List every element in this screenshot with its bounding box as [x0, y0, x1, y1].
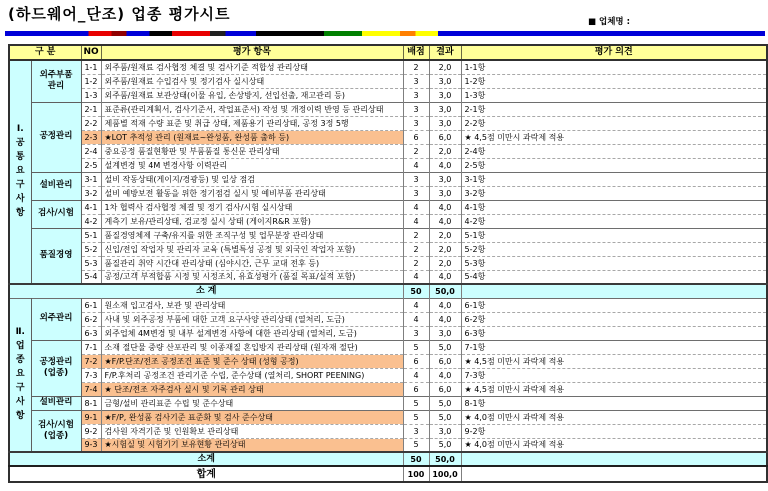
table-row-highlighted — [9, 438, 767, 452]
row-points-cell: 6 — [403, 382, 429, 396]
row-opinion-cell: 5-4항 — [461, 270, 767, 284]
row-points-cell: 4 — [403, 312, 429, 326]
row-result-cell: 2,0 — [429, 256, 461, 270]
table-row — [9, 228, 767, 242]
table-row — [9, 368, 767, 382]
row-opinion-cell: ★ 4,5점 미만시 과락제 적용 — [461, 382, 767, 396]
row-result-cell: 2,0 — [429, 144, 461, 158]
row-item-cell: 원소재 입고검사, 보관 및 관리상태 — [101, 298, 403, 312]
row-result-cell: 5,0 — [429, 410, 461, 424]
row-opinion-cell: ★ 4,5점 미만시 과락제 적용 — [461, 130, 767, 144]
row-result-cell: 5,0 — [429, 438, 461, 452]
row-result-cell: 5,0 — [429, 396, 461, 410]
row-item-cell: ★F/P.단조/전조 공정조건 표준 및 준수 상태 (성형 공정) — [101, 354, 403, 368]
total-opinion-cell — [461, 466, 767, 482]
group-label: 외주부품 관리 — [31, 60, 81, 102]
row-item-cell: 신입/전입 작업자 및 관리자 교육 (특별특성 공정 및 외국인 작업자 포함) — [101, 242, 403, 256]
row-points-cell: 3 — [403, 424, 429, 438]
subtotal-opinion-cell — [461, 284, 767, 298]
subtotal-opinion-cell — [461, 452, 767, 466]
row-result-cell: 4,0 — [429, 200, 461, 214]
table-row — [9, 200, 767, 214]
row-no-cell: 5-2 — [81, 242, 101, 256]
row-result-cell: 4,0 — [429, 298, 461, 312]
group-label: 검사/시험 — [31, 200, 81, 228]
row-opinion-cell: 9-2항 — [461, 424, 767, 438]
table-row-highlighted — [9, 382, 767, 396]
row-item-cell: 검사원 자격기준 및 인원확보 관리상태 — [101, 424, 403, 438]
row-item-cell: 1차 협력사 검사협정 체결 및 정기 검사/시험 실시상태 — [101, 200, 403, 214]
column-header-result: 결과 — [429, 45, 461, 60]
row-result-cell: 3,0 — [429, 102, 461, 116]
company-name-label: ■ 업체명 : — [588, 17, 630, 27]
row-result-cell: 4,0 — [429, 270, 461, 284]
row-item-cell: 외주품/원재료 수입검사 및 정기검사 실시상태 — [101, 74, 403, 88]
row-no-cell: 7-4 — [81, 382, 101, 396]
column-header-points: 배점 — [403, 45, 429, 60]
page-title: (하드웨어_단조) 업종 평가시트 — [8, 5, 231, 23]
row-result-cell: 2,0 — [429, 60, 461, 74]
table-row-highlighted — [9, 130, 767, 144]
row-result-cell: 3,0 — [429, 74, 461, 88]
group-label: 공정관리 — [31, 102, 81, 172]
row-points-cell: 5 — [403, 340, 429, 354]
row-result-cell: 3,0 — [429, 88, 461, 102]
total-points-cell: 100 — [403, 466, 429, 482]
row-opinion-cell: 7-3항 — [461, 368, 767, 382]
table-row — [9, 60, 767, 74]
row-points-cell: 3 — [403, 102, 429, 116]
group-label: 품질경영 — [31, 228, 81, 284]
table-row — [9, 326, 767, 340]
group-label: 공정관리 (업종) — [31, 340, 81, 396]
row-item-cell: 중요공정 품질현황판 및 부품품질 통신문 관리상태 — [101, 144, 403, 158]
row-no-cell: 5-1 — [81, 228, 101, 242]
group-label: 외주관리 — [31, 298, 81, 340]
row-opinion-cell: 4-1항 — [461, 200, 767, 214]
row-no-cell: 5-4 — [81, 270, 101, 284]
row-item-cell: 외주품/원재료 검사협정 체결 및 검사기준 적합성 관리상태 — [101, 60, 403, 74]
row-opinion-cell: 6-1항 — [461, 298, 767, 312]
subtotal-row — [9, 452, 767, 466]
row-no-cell: 4-1 — [81, 200, 101, 214]
row-opinion-cell: ★ 4,5점 미만시 과락제 적용 — [461, 354, 767, 368]
row-result-cell: 3,0 — [429, 172, 461, 186]
table-row — [9, 88, 767, 102]
row-item-cell: 금형/설비 관리표준 수립 및 준수상태 — [101, 396, 403, 410]
row-result-cell: 6,0 — [429, 130, 461, 144]
row-points-cell: 3 — [403, 116, 429, 130]
row-item-cell: 설비 예방보전 활동을 위한 정기점검 실시 및 예비부품 관리상태 — [101, 186, 403, 200]
row-item-cell: 외주품/원재료 보관상태(이물 유입, 손상방지, 선입선출, 재고관리 등) — [101, 88, 403, 102]
row-no-cell: 2-4 — [81, 144, 101, 158]
table-row — [9, 256, 767, 270]
row-points-cell: 2 — [403, 60, 429, 74]
row-result-cell: 3,0 — [429, 186, 461, 200]
row-opinion-cell: 7-1항 — [461, 340, 767, 354]
row-opinion-cell: ★ 4,0점 미만시 과락제 적용 — [461, 438, 767, 452]
row-points-cell: 3 — [403, 74, 429, 88]
table-row — [9, 172, 767, 186]
row-item-cell: 설비 작동상태(게이지/경광등) 및 일상 점검 — [101, 172, 403, 186]
row-result-cell: 6,0 — [429, 382, 461, 396]
row-points-cell: 4 — [403, 158, 429, 172]
row-opinion-cell: 6-2항 — [461, 312, 767, 326]
row-item-cell: F/P.후처리 공정조건 관리기준 수립, 준수상태 (열처리, SHORT PEENING) — [101, 368, 403, 382]
decorative-divider-stripe — [5, 31, 765, 36]
header-row — [9, 45, 767, 60]
row-result-cell: 3,0 — [429, 116, 461, 130]
row-points-cell: 3 — [403, 186, 429, 200]
column-header-category: 구 분 — [9, 45, 81, 60]
row-item-cell: ★F/P, 완성품 검사기준 표준화 및 검사 준수상태 — [101, 410, 403, 424]
table-row — [9, 116, 767, 130]
row-opinion-cell: 5-2항 — [461, 242, 767, 256]
row-opinion-cell: 2-1항 — [461, 102, 767, 116]
row-points-cell: 5 — [403, 438, 429, 452]
table-row — [9, 396, 767, 410]
subtotal-row — [9, 284, 767, 298]
subtotal-result-cell: 50,0 — [429, 452, 461, 466]
row-item-cell: 표준류(관리계획서, 검사기준서, 작업표준서) 작성 및 개정이력 반영 등 관리상태 — [101, 102, 403, 116]
table-row — [9, 74, 767, 88]
row-points-cell: 3 — [403, 172, 429, 186]
evaluation-table — [8, 44, 768, 483]
column-header-opinion: 평가 의견 — [461, 45, 767, 60]
row-item-cell: ★ 단조/전조 자주검사 실시 및 기록 관리 상태 — [101, 382, 403, 396]
table-row-highlighted — [9, 410, 767, 424]
row-result-cell: 3,0 — [429, 326, 461, 340]
row-no-cell: 9-1 — [81, 410, 101, 424]
row-no-cell: 2-2 — [81, 116, 101, 130]
table-row — [9, 340, 767, 354]
row-result-cell: 2,0 — [429, 228, 461, 242]
row-opinion-cell: 2-5항 — [461, 158, 767, 172]
row-opinion-cell: 2-2항 — [461, 116, 767, 130]
table-row — [9, 214, 767, 228]
section-2-label: Ⅱ. 업종 요구 사항 — [9, 298, 31, 452]
row-points-cell: 3 — [403, 326, 429, 340]
group-label: 설비관리 — [31, 172, 81, 200]
row-item-cell: ★시험실 및 시험기기 보유현황 관리상태 — [101, 438, 403, 452]
row-points-cell: 4 — [403, 298, 429, 312]
row-no-cell: 3-2 — [81, 186, 101, 200]
row-points-cell: 6 — [403, 130, 429, 144]
row-opinion-cell: 5-1항 — [461, 228, 767, 242]
table-row — [9, 242, 767, 256]
subtotal-label: 소계 — [9, 452, 403, 466]
group-label: 검사/시험 (업종) — [31, 410, 81, 452]
row-no-cell: 7-1 — [81, 340, 101, 354]
row-points-cell: 3 — [403, 88, 429, 102]
subtotal-points-cell: 50 — [403, 284, 429, 298]
row-no-cell: 3-1 — [81, 172, 101, 186]
row-no-cell: 2-5 — [81, 158, 101, 172]
row-opinion-cell: 1-3항 — [461, 88, 767, 102]
row-item-cell: 계측기 보유/관리상태, 검교정 실시 상태 (게이지R&R 포함) — [101, 214, 403, 228]
row-no-cell: 7-3 — [81, 368, 101, 382]
row-points-cell: 2 — [403, 228, 429, 242]
row-points-cell: 6 — [403, 354, 429, 368]
row-result-cell: 3,0 — [429, 424, 461, 438]
row-points-cell: 4 — [403, 368, 429, 382]
row-result-cell: 4,0 — [429, 312, 461, 326]
row-item-cell: 품질관리 취약 시간대 관리상태 (심야시간, 근무 교대 전후 등) — [101, 256, 403, 270]
row-opinion-cell: 8-1항 — [461, 396, 767, 410]
row-opinion-cell: 6-3항 — [461, 326, 767, 340]
table-row — [9, 424, 767, 438]
table-row — [9, 298, 767, 312]
subtotal-points-cell: 50 — [403, 452, 429, 466]
row-result-cell: 6,0 — [429, 354, 461, 368]
row-points-cell: 5 — [403, 410, 429, 424]
row-opinion-cell: 5-3항 — [461, 256, 767, 270]
table-row — [9, 144, 767, 158]
row-result-cell: 4,0 — [429, 214, 461, 228]
row-no-cell: 1-1 — [81, 60, 101, 74]
group-label: 설비관리 — [31, 396, 81, 410]
row-item-cell: 공정/고객 부적합품 시정 및 시정조치, 유효성평가 (품질 목표/실적 포함) — [101, 270, 403, 284]
row-opinion-cell: 4-2항 — [461, 214, 767, 228]
table-row — [9, 102, 767, 116]
total-result-cell: 100,0 — [429, 466, 461, 482]
row-opinion-cell: 3-2항 — [461, 186, 767, 200]
subtotal-label: 소 계 — [9, 284, 403, 298]
row-no-cell: 8-1 — [81, 396, 101, 410]
row-points-cell: 2 — [403, 256, 429, 270]
row-opinion-cell: 3-1항 — [461, 172, 767, 186]
row-no-cell: 5-3 — [81, 256, 101, 270]
row-no-cell: 6-1 — [81, 298, 101, 312]
row-no-cell: 2-1 — [81, 102, 101, 116]
row-points-cell: 4 — [403, 214, 429, 228]
row-no-cell: 4-2 — [81, 214, 101, 228]
section-1-label: Ⅰ. 공통 요구 사항 — [9, 60, 31, 284]
row-points-cell: 2 — [403, 242, 429, 256]
table-row — [9, 158, 767, 172]
row-result-cell: 2,0 — [429, 242, 461, 256]
total-label: 합계 — [9, 466, 403, 482]
row-item-cell: ★LOT 추적성 관리 (원재료~완성품, 완성품 출하 등) — [101, 130, 403, 144]
row-opinion-cell: ★ 4,0점 미만시 과락제 적용 — [461, 410, 767, 424]
row-points-cell: 4 — [403, 270, 429, 284]
row-result-cell: 5,0 — [429, 340, 461, 354]
row-no-cell: 6-3 — [81, 326, 101, 340]
row-no-cell: 6-2 — [81, 312, 101, 326]
row-points-cell: 4 — [403, 200, 429, 214]
table-row-highlighted — [9, 354, 767, 368]
row-no-cell: 2-3 — [81, 130, 101, 144]
column-header-no: NO — [81, 45, 101, 60]
row-item-cell: 제품별 적재 수량 표준 및 취급 상태, 제품용기 관리상태, 공정 3정 5행 — [101, 116, 403, 130]
row-result-cell: 4,0 — [429, 158, 461, 172]
row-no-cell: 9-3 — [81, 438, 101, 452]
row-item-cell: 사내 및 외주공정 부품에 대한 고객 요구사양 관리상태 (열처리, 도금) — [101, 312, 403, 326]
table-row — [9, 186, 767, 200]
row-points-cell: 2 — [403, 144, 429, 158]
row-opinion-cell: 1-2항 — [461, 74, 767, 88]
total-row — [9, 466, 767, 482]
row-item-cell: 소재 절단물 중량 산포관리 및 이종재질 혼입방지 관리상태 (원자재 절단) — [101, 340, 403, 354]
table-row — [9, 270, 767, 284]
subtotal-result-cell: 50,0 — [429, 284, 461, 298]
row-no-cell: 1-2 — [81, 74, 101, 88]
row-no-cell: 7-2 — [81, 354, 101, 368]
row-no-cell: 1-3 — [81, 88, 101, 102]
row-opinion-cell: 2-4항 — [461, 144, 767, 158]
row-no-cell: 9-2 — [81, 424, 101, 438]
row-opinion-cell: 1-1항 — [461, 60, 767, 74]
column-header-item: 평가 항목 — [101, 45, 403, 60]
row-points-cell: 5 — [403, 396, 429, 410]
row-result-cell: 4,0 — [429, 368, 461, 382]
row-item-cell: 설계변경 및 4M 변경사항 이력관리 — [101, 158, 403, 172]
row-item-cell: 외주업체 4M변경 및 내부 설계변경 사항에 대한 관리상태 (열처리, 도금) — [101, 326, 403, 340]
table-row — [9, 312, 767, 326]
row-item-cell: 품질경영체제 구축/유지를 위한 조직구성 및 업무분장 관리상태 — [101, 228, 403, 242]
